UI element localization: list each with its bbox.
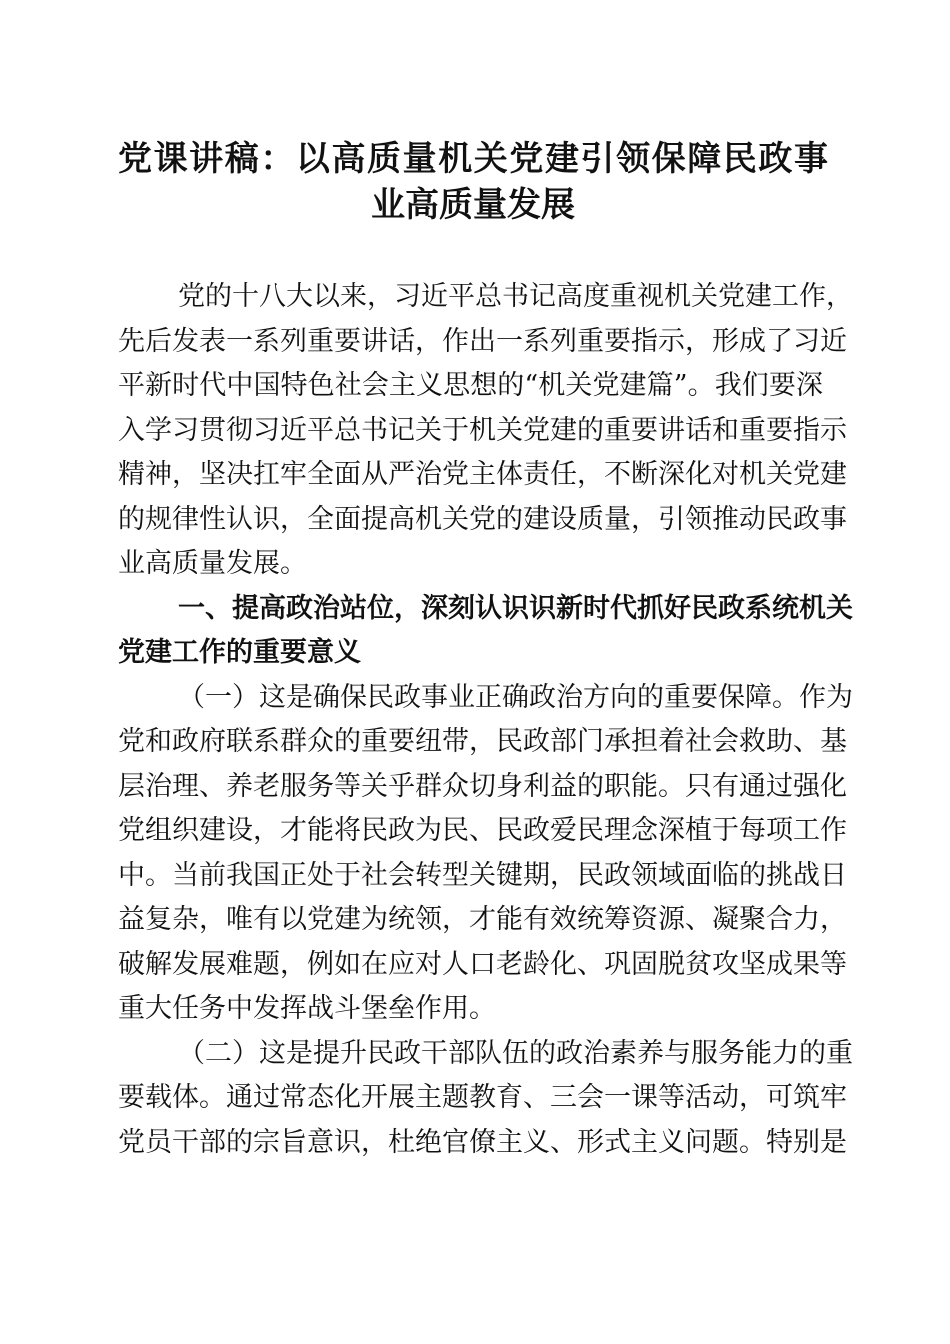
paragraph-1 <box>118 676 853 1032</box>
title-line-2: 业高质量发展 <box>371 185 575 225</box>
heading-line: 一、提高政治站位，深刻认识识新时代抓好民政系统机关 <box>178 592 853 624</box>
text-line: 层治理、养老服务等关乎群众切身利益的职能。只有通过强化 <box>118 770 847 802</box>
text-line: 中。当前我国正处于社会转型关键期，民政领域面临的挑战日 <box>118 859 847 891</box>
section-heading-1 <box>118 587 853 676</box>
text-line: 党和政府联系群众的重要纽带，民政部门承担着社会救助、基 <box>118 726 847 757</box>
text-line: 党员干部的宗旨意识，杜绝官僚主义、形式主义问题。特别是 <box>118 1126 847 1158</box>
text-line: 党的十八大以来，习近平总书记高度重视机关党建工作， <box>178 281 853 312</box>
text-line: （一）这是确保民政事业正确政治方向的重要保障。作为 <box>178 681 853 713</box>
text-line: （二）这是提升民政干部队伍的政治素养与服务能力的重 <box>178 1037 853 1069</box>
text-line: 重大任务中发挥战斗堡垒作用。 <box>118 993 496 1024</box>
text-line: 入学习贯彻习近平总书记关于机关党建的重要讲话和重要指示 <box>118 414 847 446</box>
text-line: 业高质量发展。 <box>118 548 307 579</box>
title-line-1: 党课讲稿：以高质量机关党建引领保障民政事 <box>118 139 828 179</box>
text-line: 平新时代中国特色社会主义思想的“机关党建篇”。我们要深 <box>118 370 823 401</box>
text-line: 益复杂，唯有以党建为统领，才能有效统筹资源、凝聚合力， <box>118 904 847 935</box>
heading-line: 党建工作的重要意义 <box>118 637 361 668</box>
document-body <box>118 275 853 1165</box>
document-title <box>118 136 828 228</box>
text-line: 的规律性认识，全面提高机关党的建设质量，引领推动民政事 <box>118 503 847 535</box>
text-line: 党组织建设，才能将民政为民、民政爱民理念深植于每项工作 <box>118 815 847 846</box>
text-line: 要载体。通过常态化开展主题教育、三会一课等活动，可筑牢 <box>118 1082 847 1113</box>
text-line: 精神，坚决扛牢全面从严治党主体责任，不断深化对机关党建 <box>118 459 847 490</box>
intro-paragraph <box>118 275 853 587</box>
paragraph-2 <box>118 1032 853 1166</box>
text-line: 先后发表一系列重要讲话，作出一系列重要指示，形成了习近 <box>118 325 847 357</box>
text-line: 破解发展难题，例如在应对人口老龄化、巩固脱贫攻坚成果等 <box>118 948 847 980</box>
